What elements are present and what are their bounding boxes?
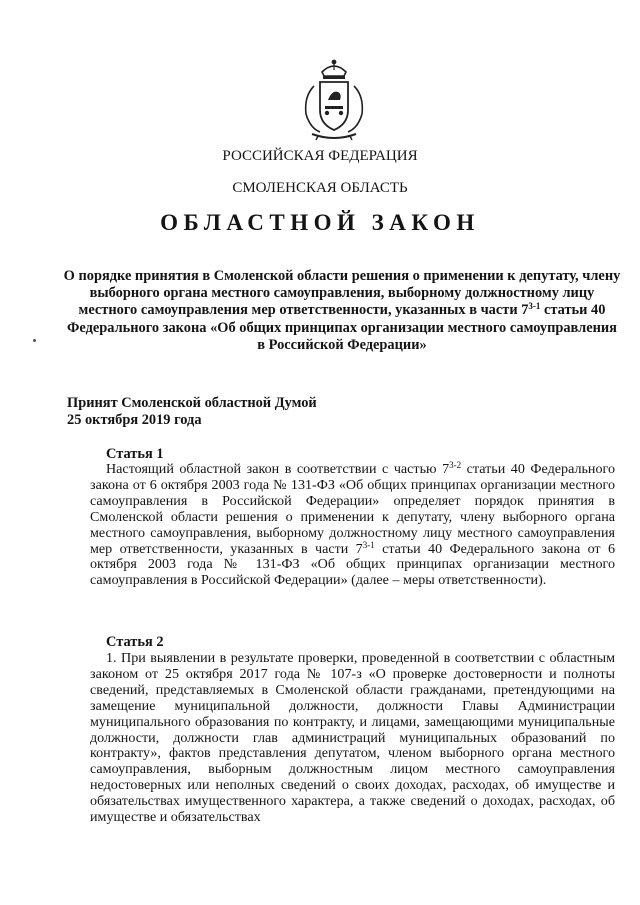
article-2-paragraph-1: 1. При выявлении в результате проверки, проведенной в соответствии с областным законом от 25 октября 2017 года № 107-з «О проверке достоверности и полноты сведений, представляемых в Смоленской области гражданами, претендующими на замещение муниципальной должности, должности Главы Администрации муниципального образования по контракту, и лицами, замещающими муниципальные должности, должности глав администраций муниципальных образований по контракту», фактов представления депутатом, членом выборного органа местного самоуправления, выборным должностным лицом местного самоуправления недостоверных или неполных сведений о своих доходах, расходах, об имуществе и обязательствах имущественного характера, а также сведений о доходах, расходах, об имуществе и обязательствах [90, 650, 615, 826]
law-title [62, 268, 622, 354]
adoption-info [67, 395, 317, 429]
article-1-superscript-2: 3-1 [362, 539, 375, 550]
region-name: СМОЛЕНСКАЯ ОБЛАСТЬ [232, 180, 408, 196]
coat-of-arms-emblem [296, 56, 372, 142]
margin-dot [33, 339, 36, 342]
law-title-text-end: статьи 40 Федерального закона «Об общих принципах организации местного самоуправления в Российской Федерации» [67, 302, 617, 353]
document-type: ОБЛАСТНОЙ ЗАКОН [160, 210, 480, 235]
article-1-text-part3: статьи 40 Федерального закона от 6 октября 2003 года № 131-ФЗ «Об общих принципах организации местного самоуправления в Российской Федерации» (далее – меры ответственности). [90, 540, 615, 589]
article-1-text-part1: Настоящий областной закон в соответствии с частью 7 [106, 461, 450, 477]
article-1-text [90, 462, 615, 589]
article-1-text-part2: статьи 40 Федерального закона от 6 октября 2003 года № 131-ФЗ «Об общих принципах организации местного самоуправления в Российской Федерации» определяет порядок принятия в Смоленской области решения о применении к депутату, члену выборного органа местного самоуправления, выборному должностному лицу местного самоуправления мер ответственности, указанных в части 7 [90, 461, 615, 557]
country-name: РОССИЙСКАЯ ФЕДЕРАЦИЯ [222, 148, 418, 164]
adopted-by: Принят Смоленской областной Думой [67, 395, 317, 411]
article-1-superscript-1: 3-2 [449, 460, 462, 470]
article-1-heading: Статья 1 [106, 446, 164, 462]
law-title-superscript: 3-1 [528, 301, 541, 312]
article-2-text [90, 651, 615, 826]
adopted-date: 25 октября 2019 года [67, 412, 202, 428]
article-2-heading: Статья 2 [106, 634, 164, 650]
law-title-text: О порядке принятия в Смоленской области решения о применении к депутату, члену выборного органа местного самоуправления, выборному должностному лицу местного самоуправления мер ответственности, указанных в части 7 [63, 268, 621, 319]
